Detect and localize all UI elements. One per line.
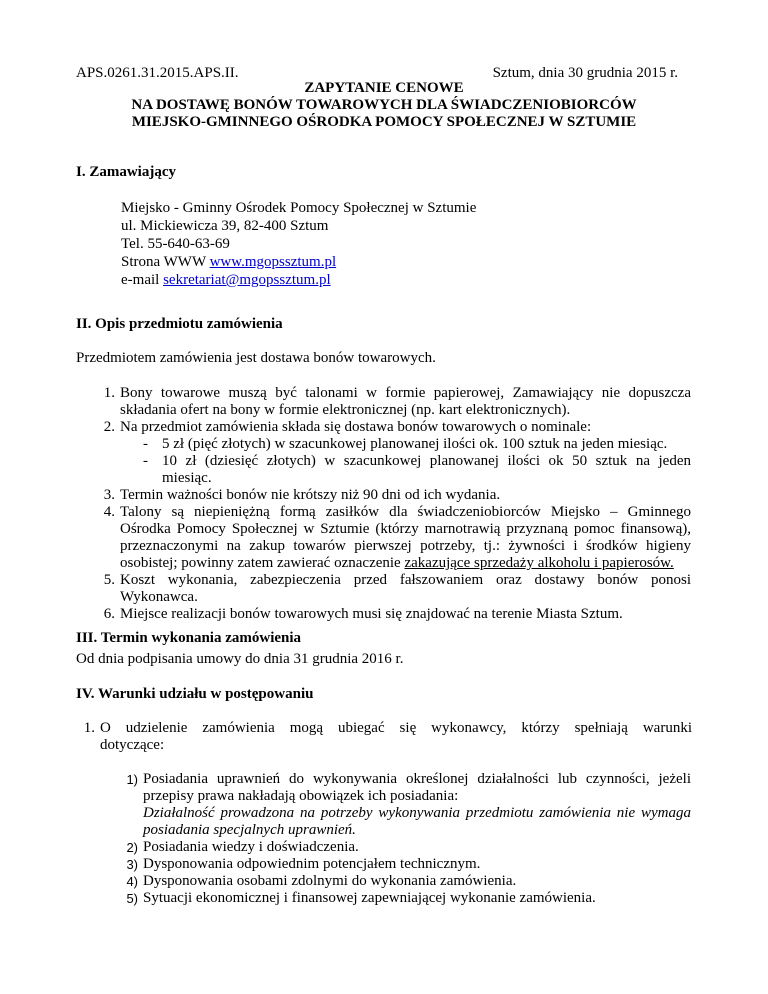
list-item: 2. Na przedmiot zamówienia składa się dostawa bonów towarowych o nominale: <box>120 419 691 436</box>
section-3-text: Od dnia podpisania umowy do dnia 31 grudnia 2016 r. <box>76 651 404 667</box>
sub-list-item: - 5 zł (pięć złotych) w szacunkowej planowanej ilości ok. 100 sztuk na jeden miesiąc. <box>143 436 668 452</box>
section-4-list: 1. O udzielenie zamówienia mogą ubiegać się wykonawcy, którzy spełniają warunki dotyczące: <box>100 720 692 754</box>
dash-bullet: - <box>143 453 148 469</box>
sub-list-item: - 10 zł (dziesięć złotych) w szacunkowej planowanej ilości ok 50 sztuk na jeden miesiąc. <box>143 453 691 486</box>
orderer-email <box>121 271 476 289</box>
section-4-heading: IV. Warunki udziału w postępowaniu <box>76 686 314 702</box>
item-number: 2. <box>103 419 115 435</box>
section-2-heading: II. Opis przedmiotu zamówienia <box>76 316 283 332</box>
item-number: 1) <box>126 772 138 787</box>
list-item: 4. Talony są niepieniężną formą zasiłków dla świadczeniobiorców Miejsko – Gminnego Ośrodka Pomocy Społecznej w Sztumie (którzy marnotrawią przyznaną pomoc finansową), przeznaczonymi na zakup towarów pierwszej potrzeby, tj.: żywności i środków higieny osobistej; powinny zatem zawierać oznaczenie zakazujące sprzedaży alkoholu i papierosów. <box>120 504 691 572</box>
list-item: 3) Dysponowania odpowiednim potencjałem technicznym. <box>143 856 691 873</box>
orderer-address <box>121 199 476 289</box>
document-date: Sztum, dnia 30 grudnia 2015 r. <box>492 65 678 81</box>
document-reference: APS.0261.31.2015.APS.II. <box>76 65 239 81</box>
item-number: 2) <box>126 840 138 855</box>
section-3-heading: III. Termin wykonania zamówienia <box>76 630 302 646</box>
item-number: 5. <box>103 572 115 588</box>
list-item: 5. Koszt wykonania, zabezpieczenia przed fałszowaniem oraz dostawy bonów ponosi Wykonawca. <box>120 572 691 606</box>
section-1-heading: I. Zamawiający <box>76 164 176 180</box>
item-number: 5) <box>126 891 138 906</box>
list-item: 5) Sytuacji ekonomicznej i finansowej zapewniającej wykonanie zamówienia. <box>143 890 691 907</box>
title-line-3: MIEJSKO-GMINNEGO OŚRODKA POMOCY SPOŁECZNEJ W SZTUMIE <box>131 114 637 130</box>
website-label: Strona WWW <box>121 254 210 270</box>
website-link[interactable]: www.mgopssztum.pl <box>209 254 337 270</box>
item-number: 4. <box>103 504 115 520</box>
list-item: 1) Posiadania uprawnień do wykonywania określonej działalności lub czynności, jeżeli przepisy prawa nakładają obowiązek ich posiadania: Działalność prowadzona na potrzeby wykonywania przedmiotu zamówienia nie wymaga posiadania specjalnych uprawnień. <box>143 771 691 839</box>
document-title <box>0 80 768 131</box>
list-item: 3. Termin ważności bonów nie krótszy niż 90 dni od ich wydania. <box>120 487 691 504</box>
list-item: 4) Dysponowania osobami zdolnymi do wykonania zamówienia. <box>143 873 691 890</box>
orderer-phone: Tel. 55-640-63-69 <box>121 236 230 252</box>
email-link[interactable]: sekretariat@mgopssztum.pl <box>163 272 331 288</box>
section-2-intro: Przedmiotem zamówienia jest dostawa bonów towarowych. <box>76 350 436 366</box>
prohibition-note: zakazujące sprzedaży alkoholu i papierosów. <box>404 555 674 571</box>
orderer-website <box>121 253 476 271</box>
item-number: 1. <box>83 720 95 736</box>
orderer-street: ul. Mickiewicza 39, 82-400 Sztum <box>121 218 329 234</box>
item-number: 6. <box>103 606 115 622</box>
dash-bullet: - <box>143 436 148 452</box>
list-item: 1. Bony towarowe muszą być talonami w formie papierowej, Zamawiający nie dopuszcza składania ofert na bony w formie elektronicznej (np. kart elektronicznych). <box>120 385 691 419</box>
item-number: 3) <box>126 857 138 872</box>
item-number: 4) <box>126 874 138 889</box>
title-line-2: NA DOSTAWĘ BONÓW TOWAROWYCH DLA ŚWIADCZENIOBIORCÓW <box>131 97 637 113</box>
title-line-1: ZAPYTANIE CENOWE <box>304 80 464 96</box>
list-item: 2) Posiadania wiedzy i doświadczenia. <box>143 839 691 856</box>
item-number: 3. <box>103 487 115 503</box>
email-label: e-mail <box>121 272 164 288</box>
orderer-name: Miejsko - Gminny Ośrodek Pomocy Społecznej w Sztumie <box>121 200 477 216</box>
item-number: 1. <box>103 385 115 401</box>
list-item: 6. Miejsce realizacji bonów towarowych musi się znajdować na terenie Miasta Sztum. <box>120 606 691 623</box>
